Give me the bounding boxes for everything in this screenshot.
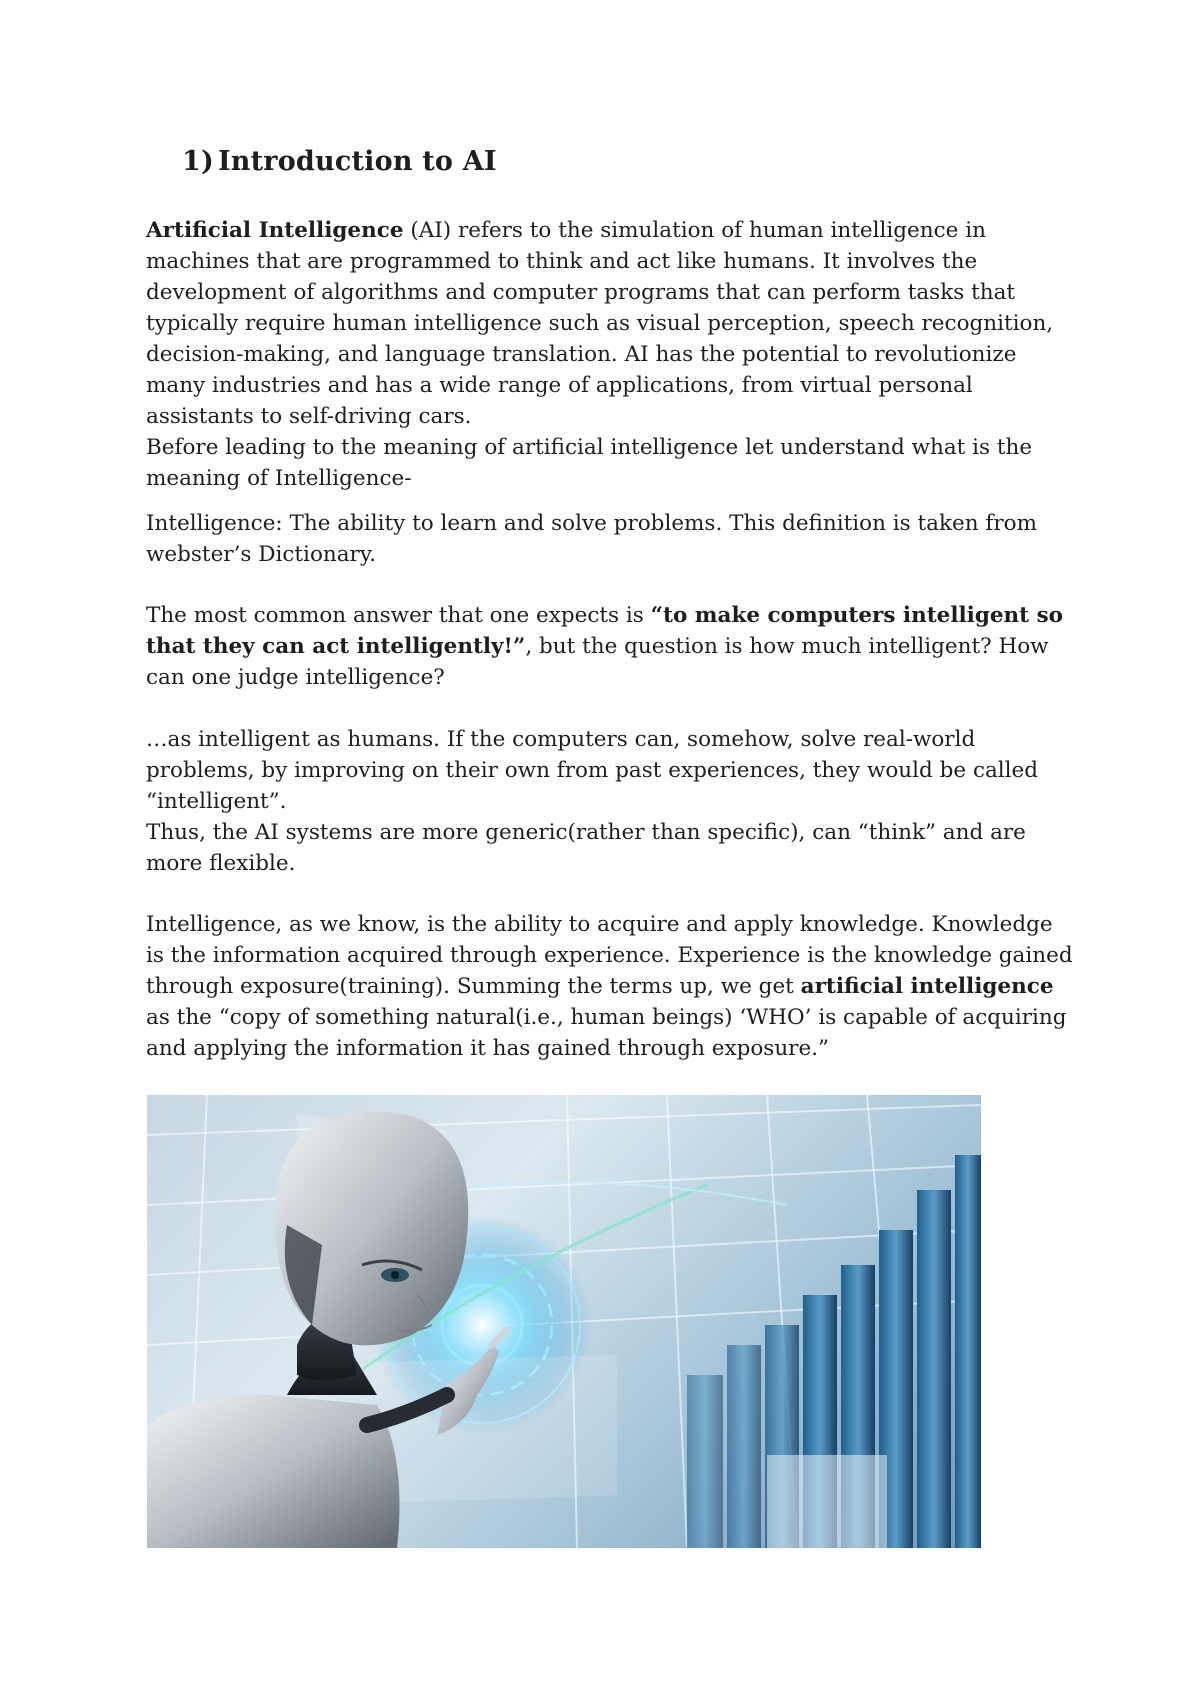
ai-definition: (AI) refers to the simulation of human intelligence in machines that are programmed to think and act like humans. It involves the development of algorithms and computer programs that can perform tasks that typically require human intelligence such as visual perception, speech recognition, decision-making, and language translation. AI has the potential to revolutionize many industries and has a wide range of applications, from virtual personal assistants to self-driving cars. [146, 218, 1054, 429]
ai-term-bold: artificial intelligence [800, 974, 1054, 999]
common-answer-lead: The most common answer that one expects is [146, 603, 651, 628]
heading-number: 1) [182, 146, 214, 177]
knowledge-lead: Intelligence, as we know, is the ability to acquire and apply knowledge. Knowledge is the information acquired through experience. Experience is the knowledge gained through exposure(training). Summing the terms up, we get [146, 912, 1073, 999]
section-heading [182, 146, 497, 177]
intro-paragraph [146, 215, 1076, 494]
ai-term: Artificial Intelligence [146, 218, 404, 243]
common-answer-paragraph [146, 600, 1076, 693]
intelligence-lead-in: Before leading to the meaning of artificial intelligence let understand what is the meaning of Intelligence- [146, 435, 1033, 491]
common-answer-rest: , but the question is how much intelligent? How can one judge intelligence? [146, 634, 1049, 690]
ai-robot-illustration [147, 1095, 981, 1548]
common-answer-quote: “to make computers intelligent so that they can act intelligently!” [146, 603, 1064, 659]
generic-systems-text: Thus, the AI systems are more generic(rather than specific), can “think” and are more flexible. [146, 820, 1026, 876]
knowledge-rest: as the “copy of something natural(i.e., human beings) ‘WHO’ is capable of acquiring and applying the information it has gained through exposure.” [146, 1005, 1067, 1061]
human-comparison-text: …as intelligent as humans. If the computers can, somehow, solve real-world problems, by improving on their own from past experiences, they would be called “intelligent”. [146, 727, 1039, 814]
robot-hologram-image [147, 1095, 981, 1548]
knowledge-paragraph [146, 909, 1076, 1064]
heading-title: Introduction to AI [217, 146, 497, 177]
intelligence-definition-paragraph [146, 508, 1076, 570]
intelligence-definition: Intelligence: The ability to learn and solve problems. This definition is taken from webster’s Dictionary. [146, 511, 1037, 567]
human-comparison-paragraph [146, 724, 1076, 879]
